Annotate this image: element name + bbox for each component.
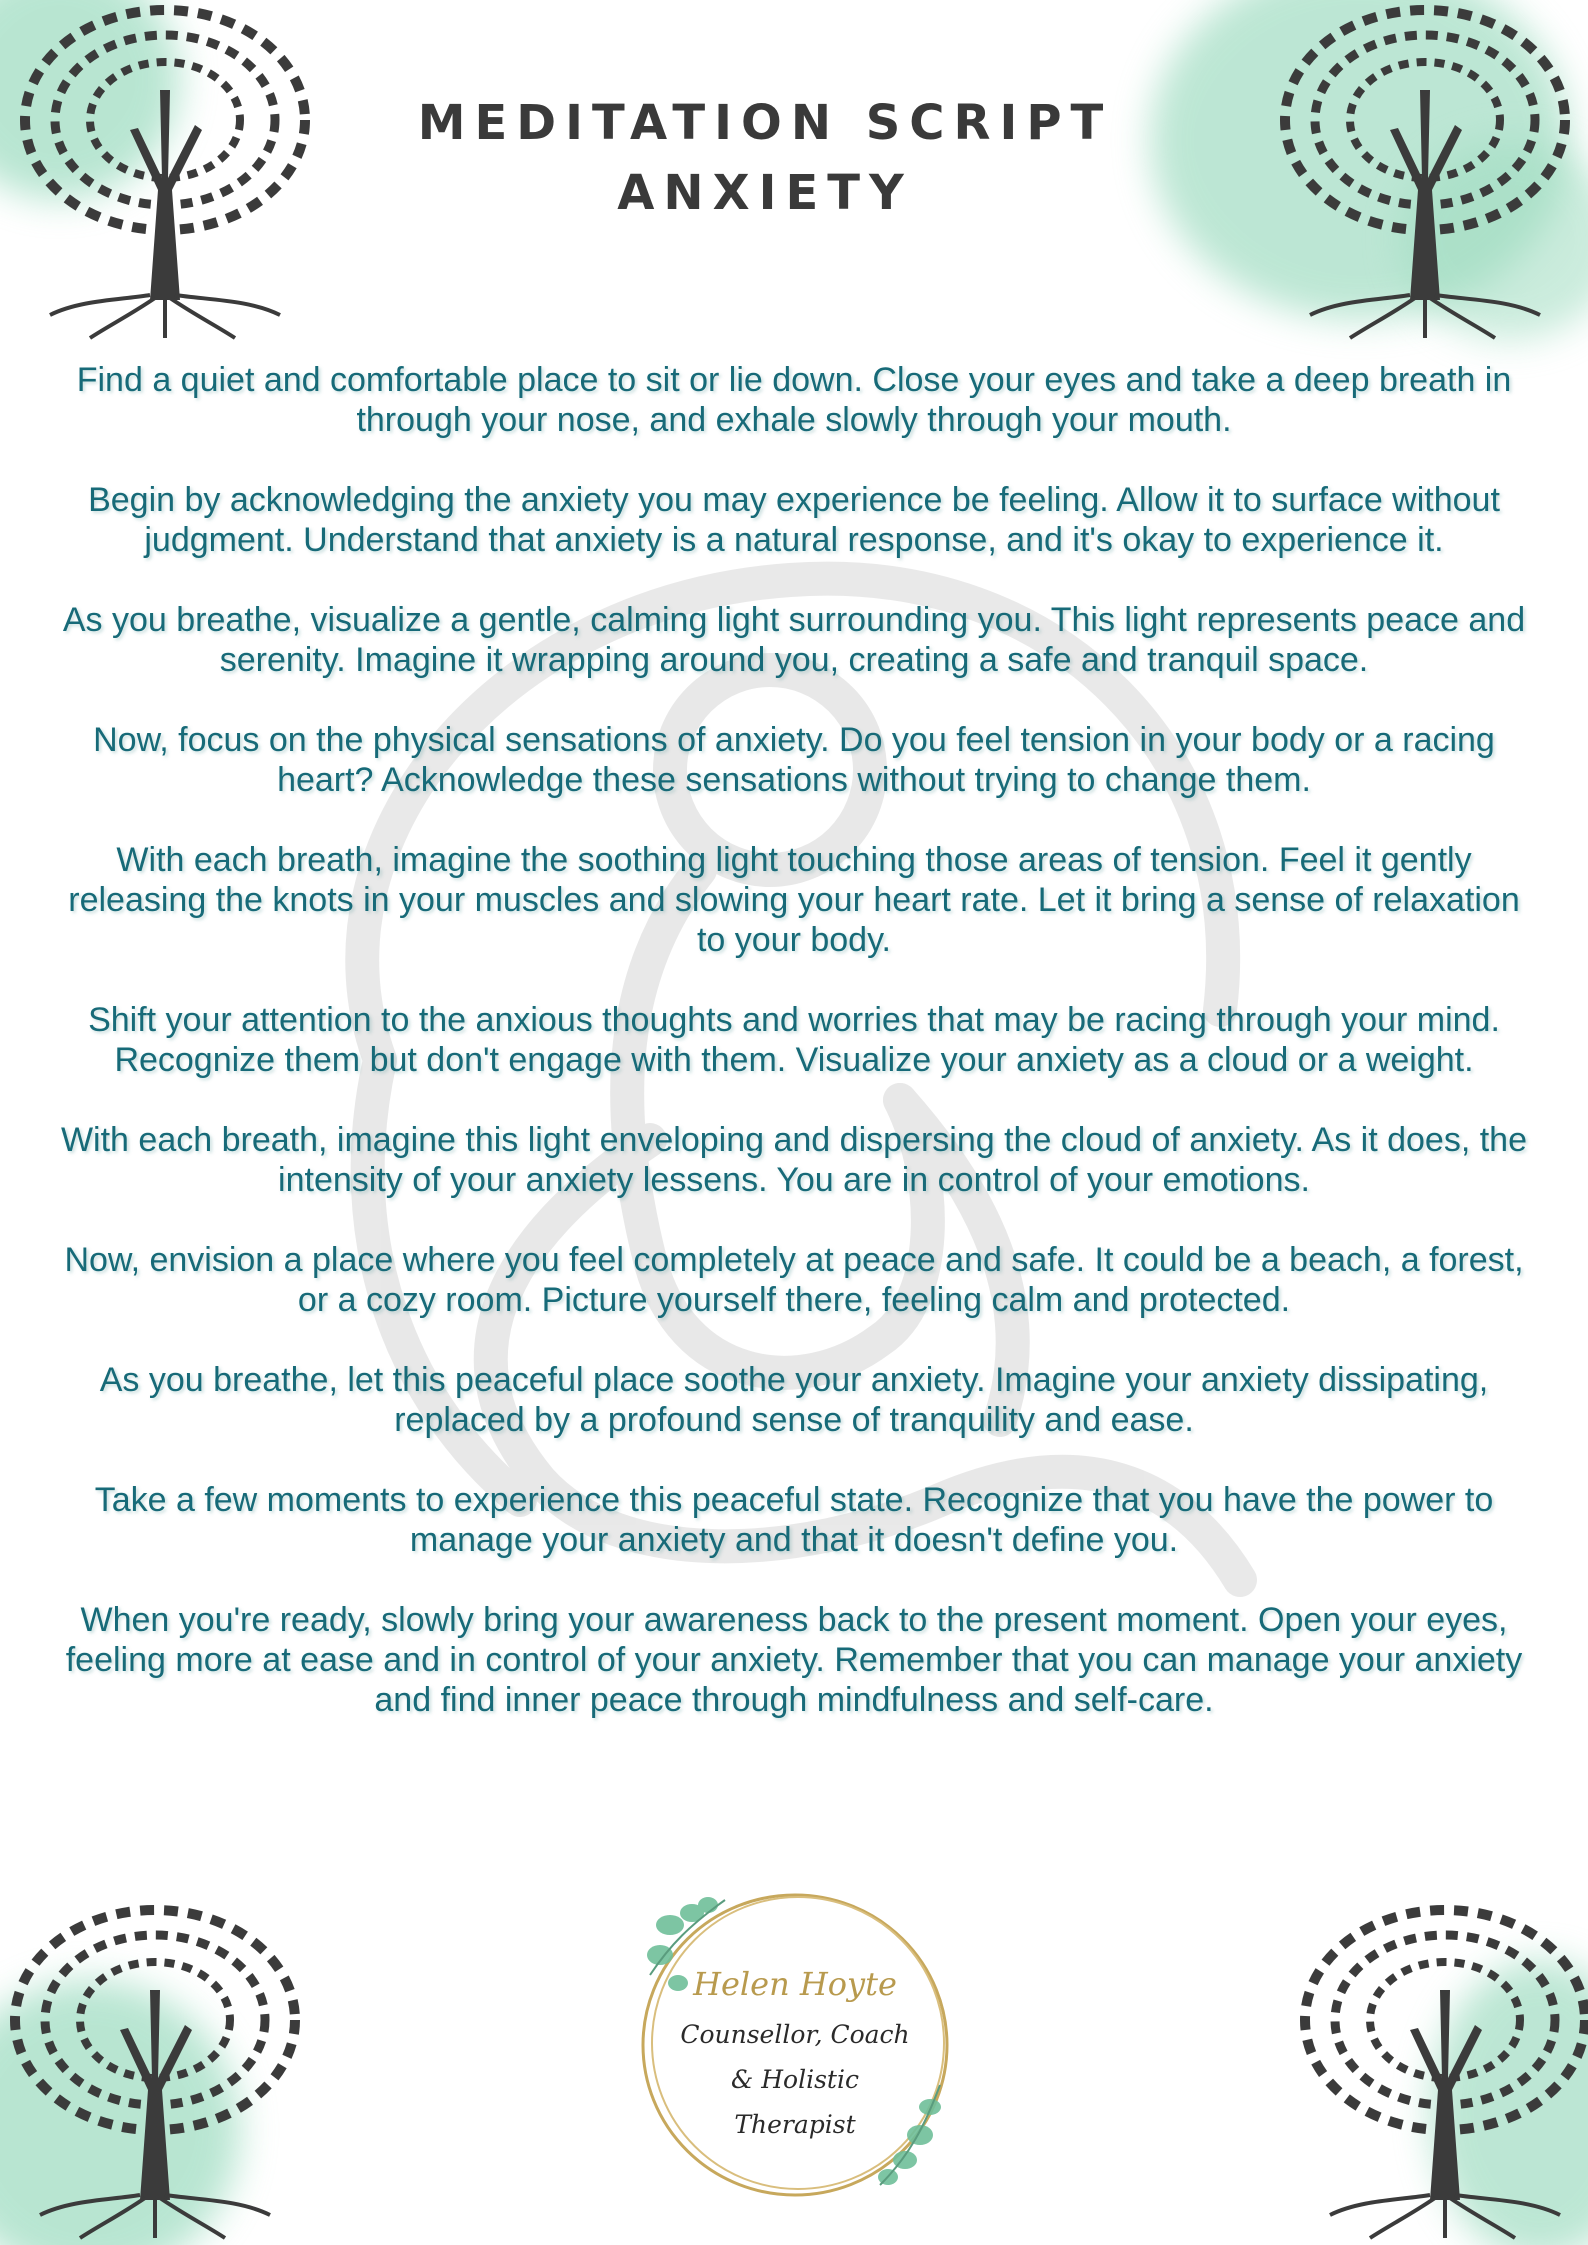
title-line-2: ANXIETY — [617, 165, 913, 221]
page-title — [330, 88, 1200, 228]
logo-line-1: Counsellor, Coach — [680, 2020, 910, 2049]
logo-line-3: Therapist — [734, 2110, 856, 2139]
script-body — [52, 360, 1536, 1760]
paragraph: As you breathe, visualize a gentle, calming light surrounding you. This light represents peace and serenity. Imagine it wrapping around you, creating a safe and tranquil space. — [62, 601, 1526, 679]
logo-line-2: & Holistic — [731, 2065, 859, 2094]
logo-name: Helen Hoyte — [693, 1965, 897, 2003]
paragraph: Now, focus on the physical sensations of anxiety. Do you feel tension in your body or a racing heart? Acknowledge these sensations without trying to change them. — [93, 721, 1495, 799]
paragraph: With each breath, imagine the soothing light touching those areas of tension. Feel it gently releasing the knots in your muscles and slowing your heart rate. Let it bring a sense of relaxation to your body. — [68, 841, 1520, 959]
tree-icon-top-left — [10, 0, 320, 340]
title-line-1: MEDITATION SCRIPT — [417, 95, 1113, 151]
paragraph: Now, envision a place where you feel completely at peace and safe. It could be a beach, a forest, or a cozy room. Picture yourself there, feeling calm and protected. — [64, 1241, 1524, 1319]
tree-icon-bottom-left — [0, 1900, 310, 2240]
paragraph: Begin by acknowledging the anxiety you may experience be feeling. Allow it to surface without judgment. Understand that anxiety is a natural response, and it's okay to experience it. — [88, 481, 1500, 559]
paragraph: As you breathe, let this peaceful place soothe your anxiety. Imagine your anxiety dissipating, replaced by a profound sense of tranquility and ease. — [99, 1361, 1489, 1439]
paragraph: Shift your attention to the anxious thoughts and worries that may be racing through your mind. Recognize them but don't engage with them. Visualize your anxiety as a cloud or a weight. — [88, 1001, 1500, 1079]
tree-icon-top-right — [1270, 0, 1580, 340]
tree-icon-bottom-right — [1290, 1900, 1588, 2240]
paragraph: When you're ready, slowly bring your awareness back to the present moment. Open your eyes, feeling more at ease and in control of your anxiety. Remember that you can manage your anxiety and find inner peace through mindfulness and self-care. — [65, 1601, 1523, 1719]
logo — [630, 1885, 960, 2205]
paragraph: Find a quiet and comfortable place to sit or lie down. Close your eyes and take a deep breath in through your nose, and exhale slowly through your mouth. — [76, 361, 1512, 439]
paragraph: With each breath, imagine this light enveloping and dispersing the cloud of anxiety. As it does, the intensity of your anxiety lessens. You are in control of your emotions. — [60, 1121, 1528, 1199]
paragraph: Take a few moments to experience this peaceful state. Recognize that you have the power to manage your anxiety and that it doesn't define you. — [94, 1481, 1494, 1559]
